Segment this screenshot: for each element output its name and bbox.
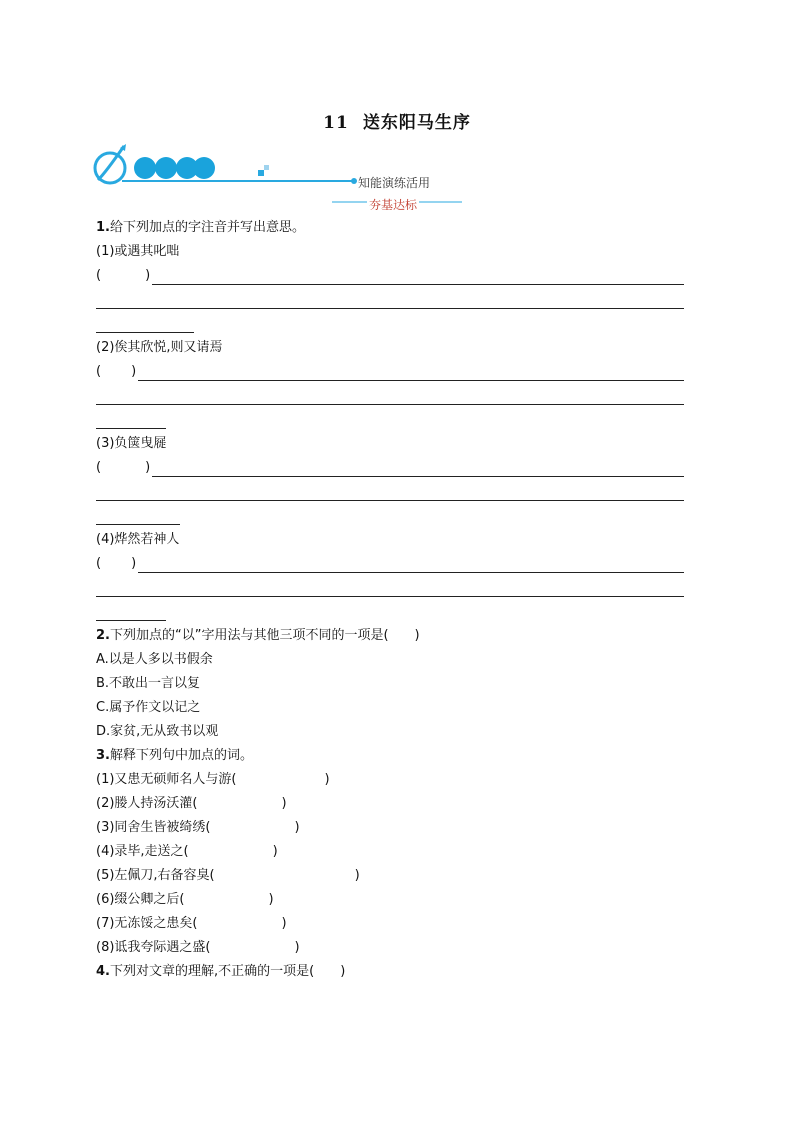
banner-label: 知能演练活用 (358, 176, 431, 190)
q2-option-c[interactable]: C.属予作文以记之 (96, 700, 201, 715)
banner-dot (155, 157, 177, 179)
q3-item: (7)无冻馁之患矣( ) (96, 916, 287, 931)
q3-number: 3. (96, 748, 110, 763)
answer-line[interactable] (96, 500, 684, 501)
q4-number: 4. (96, 964, 110, 979)
q1-item-label: (1)或遇其叱咄 (96, 244, 180, 259)
answer-line[interactable] (96, 620, 166, 621)
q2-number: 2. (96, 628, 110, 643)
q1-item-paren: ( ) (96, 460, 151, 475)
banner-dot (193, 157, 215, 179)
q1-item-paren: ( ) (96, 268, 151, 283)
answer-line[interactable] (152, 476, 684, 477)
q1-item-label: (4)烨然若神人 (96, 532, 180, 547)
q2-option-b[interactable]: B.不敢出一言以复 (96, 676, 201, 691)
q3-item: (1)又患无硕师名人与游( ) (96, 772, 330, 787)
q3-item: (8)诋我夸际遇之盛( ) (96, 940, 300, 955)
answer-line[interactable] (96, 404, 684, 405)
answer-line[interactable] (96, 308, 684, 309)
answer-line[interactable] (96, 524, 180, 525)
lesson-number: 11 (323, 113, 349, 133)
q4-text: 下列对文章的理解,不正确的一项是( ) (109, 964, 346, 979)
answer-line[interactable] (152, 284, 684, 285)
q2-option-d[interactable]: D.家贫,无从致书以观 (96, 724, 219, 739)
lesson-title: 送东阳马生序 (362, 113, 471, 133)
answer-line[interactable] (138, 380, 684, 381)
q3-stem (96, 747, 253, 765)
q3-item: (6)缀公卿之后( ) (96, 892, 274, 907)
q4-stem (96, 963, 345, 981)
q2-option-a[interactable]: A.以是人多以书假余 (96, 652, 213, 667)
q1-item-paren: ( ) (96, 556, 137, 571)
decor-square (258, 170, 264, 176)
page-title (0, 108, 794, 133)
decor-square (264, 165, 269, 170)
q2-text: 下列加点的“以”字用法与其他三项不同的一项是( ) (109, 628, 420, 643)
brush-logo-icon (95, 144, 126, 183)
answer-line[interactable] (96, 428, 166, 429)
q2-stem (96, 627, 420, 645)
banner-sublabel: 夯基达标 (369, 198, 418, 212)
q3-item: (4)录毕,走送之( ) (96, 844, 278, 859)
banner-dot (134, 157, 156, 179)
q3-item: (5)左佩刀,右备容臭( ) (96, 868, 360, 883)
answer-line[interactable] (96, 596, 684, 597)
answer-line[interactable] (138, 572, 684, 573)
q3-text: 解释下列句中加点的词。 (109, 748, 253, 763)
q1-stem (96, 219, 305, 237)
answer-line[interactable] (96, 332, 194, 333)
q1-text: 给下列加点的字注音并写出意思。 (109, 220, 305, 235)
q1-number: 1. (96, 220, 110, 235)
q1-item-label: (2)俟其欣悦,则又请焉 (96, 340, 223, 355)
banner-line-end (351, 178, 357, 184)
q1-item-paren: ( ) (96, 364, 137, 379)
q3-item: (3)同舍生皆被绮绣( ) (96, 820, 300, 835)
q3-item: (2)媵人持汤沃灌( ) (96, 796, 287, 811)
q1-item-label: (3)负箧曳屣 (96, 436, 167, 451)
